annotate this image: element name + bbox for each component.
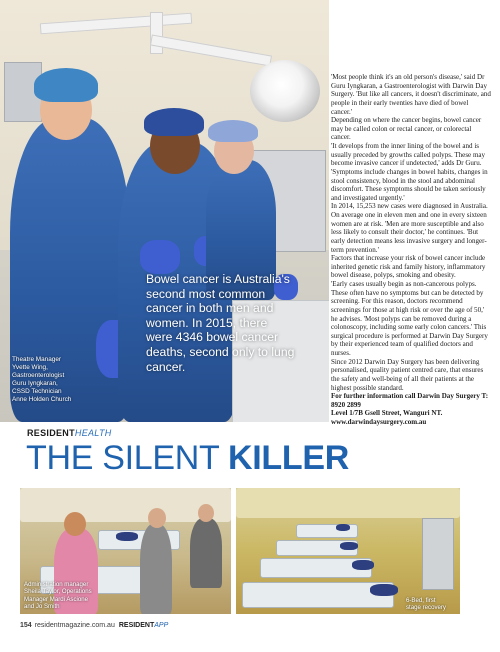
hero-caption-line: Guru Iyngkaran, [12,380,58,387]
pull-quote: Bowel cancer is Australia's second most common cancer in both men and women. In 2015, there were 4346 bowel cancer deaths, second only to lung cancer. [146,272,295,374]
page-title-light: THE SILENT [26,439,229,477]
article-paragraph: Depending on where the cancer begins, bowel cancer may be called colon or rectal cancer, or colorectal cancer. [331,116,482,142]
section-tag [27,428,112,438]
hero-caption-line: Anne Holden Church [12,396,72,403]
article-paragraph: Factors that increase your risk of bowel cancer include inherited genetic risk and family history, inflammatory bowel disease, polyps, smoking and obesity. [331,254,486,280]
page-title [26,440,349,476]
recovery-room-photo [236,488,460,614]
surgical-lamp-icon [250,60,320,122]
article-paragraph: 'It develops from the inner lining of the bowel and is usually preceded by growths called polyps. These may become invasive cancer if undetected,' adds Dr Guru. 'Symptoms include changes in bowel habits, changes in stool consistency, blood in the stool and abdominal discomfort. These symptoms should be taken seriously and investigated urgently.' [331,142,488,202]
hero-caption-line: CSSD Technician [12,388,62,395]
light-arm [150,12,163,54]
contact-line: Level 1/7B Gsell Street, Wanguri NT. [331,409,443,418]
footer-brand [119,622,168,629]
article-body [331,73,491,427]
page-footer [20,622,168,629]
photo-caption [24,581,114,611]
photo-caption [406,597,456,612]
section-tag-italic: HEALTH [74,428,112,438]
page-title-bold: KILLER [228,439,349,477]
article-paragraph: Since 2012 Darwin Day Surgery has been delivering personalised, quality patient centred care, that ensures the safety and well-being of all their patients at the highest possible standard. [331,357,484,392]
photo-caption-line: 6-Bed, first [406,597,436,604]
article-paragraph: 'Early cases usually begin as non-cancerous polyps. These often have no symptoms but can be detected by screening. For this reason, doctors recommend screenings for those at high risk or over the age of 50,' he advises. 'Most polyps can be removed during a colonoscopy, including some early colon cancers.' This surgical procedure is performed at Darwin Day Surgery by their experienced team of qualified doctors and nurses. [331,280,488,357]
hero-caption-line: Gastroenterologist [12,372,65,379]
section-tag-bold: RESIDENT [27,428,75,438]
page-number: 154 [20,622,32,629]
hero-caption [12,356,102,404]
article-paragraph: 'Most people think it's an old person's disease,' said Dr Guru Iyngkaran, a Gastroenterologist with Darwin Day Surgery. 'But like all cancers, it doesn't discriminate, and people in their early twenties have died of bowel cancer.' [331,73,491,116]
photo-caption-line: Sheila Taylor, Operations [24,588,92,596]
hero-caption-line: Theatre Manager [12,356,62,363]
photo-caption-line: stage recovery [406,604,446,612]
contact-line: For further information call Darwin Day Surgery T: 8920 2899 [331,392,489,409]
photo-caption-line: and Jo Smith [24,603,60,611]
footer-site[interactable]: residentmagazine.com.au [34,622,115,629]
hero-caption-line: Yvette Wing, [12,364,48,371]
footer-brand-italic: APP [154,622,169,629]
article-paragraph: In 2014, 15,253 new cases were diagnosed in Australia. On average one in eleven men and one in every sixteen women are at risk. 'Men are more susceptible and also less likely to consult their doctor,' he continues. 'But early detection means less invasive surgery and longer-term prevention.' [331,202,488,254]
footer-brand-bold: RESIDENT [118,622,155,629]
photo-caption-line: Administration manager [24,581,89,588]
photo-caption-line: Manager Mardi Ascione [24,595,89,603]
contact-link[interactable]: www.darwindaysurgery.com.au [331,418,427,426]
